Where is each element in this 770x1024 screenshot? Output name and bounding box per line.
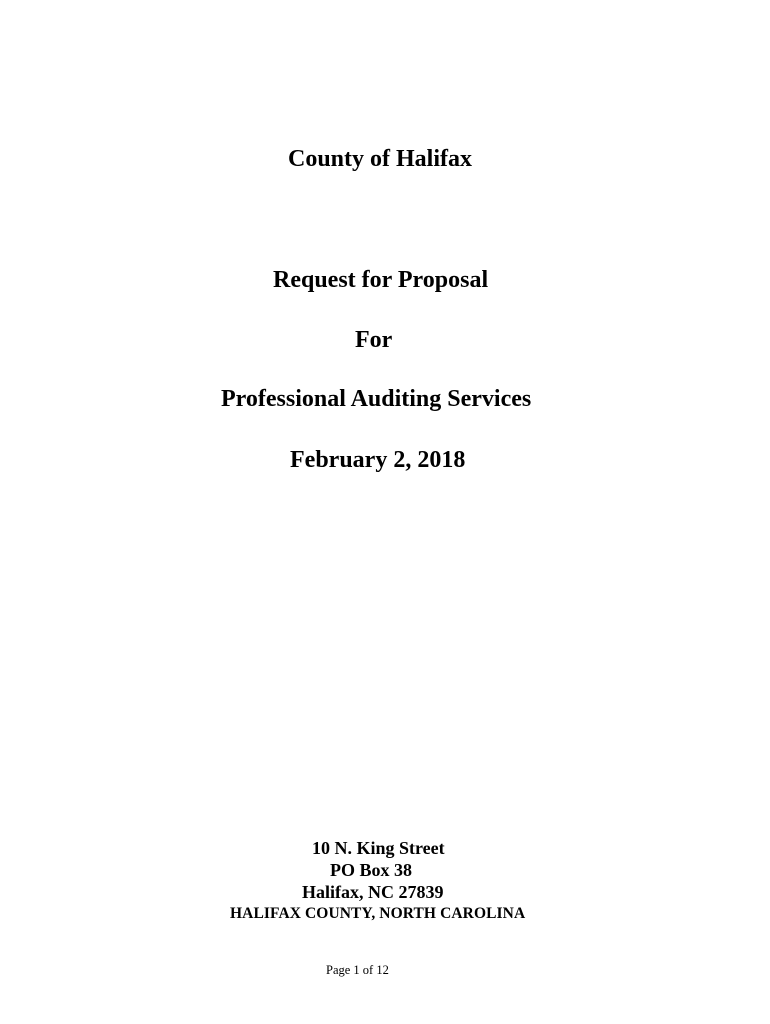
for-word: For xyxy=(355,327,393,353)
page-number: Page 1 of 12 xyxy=(326,963,389,977)
address-city-state-zip: Halifax, NC 27839 xyxy=(302,882,444,902)
address-po-box: PO Box 38 xyxy=(330,860,413,880)
rfp-title: Request for Proposal xyxy=(273,267,489,293)
address-county-state: HALIFAX COUNTY, NORTH CAROLINA xyxy=(230,905,526,922)
service-title: Professional Auditing Services xyxy=(221,386,532,412)
date-heading: February 2, 2018 xyxy=(290,447,466,473)
address-street: 10 N. King Street xyxy=(312,838,445,858)
county-title: County of Halifax xyxy=(288,146,473,172)
